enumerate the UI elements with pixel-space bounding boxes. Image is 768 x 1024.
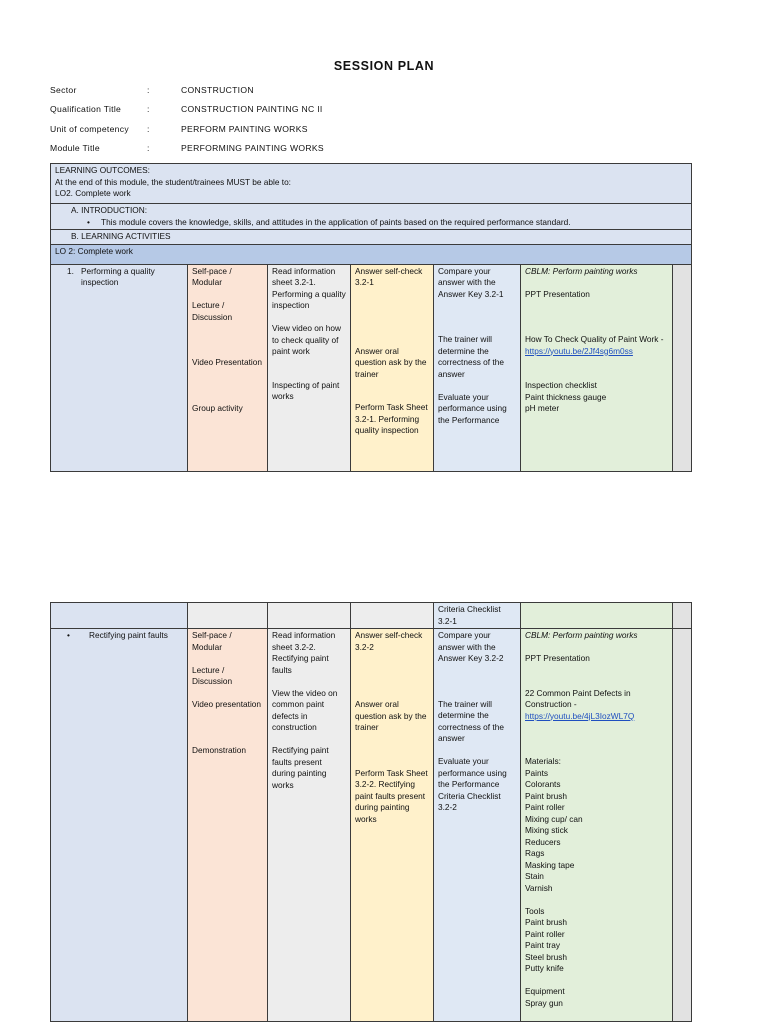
topic-cell [51, 264, 188, 471]
empty-cell [521, 603, 673, 629]
practice-cell [351, 629, 434, 1022]
activities-heading-row [51, 230, 692, 245]
presentation-video: View video on how to check quality of paint work [272, 323, 342, 356]
method-video: Video presentation [192, 699, 262, 709]
presentation-cell [268, 629, 351, 1022]
method-group: Group activity [192, 402, 243, 413]
introduction-cell [51, 204, 692, 230]
introduction-text: This module covers the knowledge, skills, and attitudes in the application of paints based on the required performance standard. [101, 216, 571, 227]
continuation-text: Criteria Checklist 3.2-1 [434, 603, 521, 629]
resource-video-link[interactable]: https://youtu.be/2Jf4sg6m0ss [525, 345, 633, 356]
bullet-icon: • [87, 216, 90, 227]
practice-task: Perform Task Sheet 3.2-1. Performing quality inspection [355, 402, 428, 435]
learning-outcomes-cell [51, 164, 692, 204]
empty-cell [51, 603, 188, 629]
presentation-read: Read information sheet 3.2-2. Rectifying paint faults [272, 630, 336, 675]
continuation-row [51, 603, 692, 629]
method-self-pace: Self-pace / Modular [192, 630, 232, 652]
resource-cblm: CBLM: Perform painting works [525, 265, 638, 276]
presentation-inspect: Inspecting of paint works [272, 379, 340, 401]
feedback-trainer: The trainer will determine the correctness of the answer [438, 334, 504, 379]
field-label: Qualification Title [50, 104, 122, 114]
field-label: Module Title [50, 143, 100, 153]
field-value: CONSTRUCTION PAINTING NC II [181, 104, 323, 114]
activities-heading: B. LEARNING ACTIVITIES [51, 230, 692, 245]
empty-cell [188, 603, 268, 629]
empty-cell [268, 603, 351, 629]
practice-self-check: Answer self-check 3.2-2 [355, 630, 423, 652]
practice-cell [351, 264, 434, 471]
feedback-compare: Compare your answer with the Answer Key 3.2-2 [438, 630, 504, 663]
presentation-rectify: Rectifying paint faults present during painting works [272, 745, 329, 790]
topic-text: Performing a quality inspection [81, 265, 155, 287]
lo-heading: LO 2: Complete work [51, 244, 692, 264]
resource-video-title: How To Check Quality of Paint Work - [525, 334, 664, 344]
practice-oral: Answer oral question ask by the trainer [355, 699, 427, 732]
introduction-heading: A. INTRODUCTION: [71, 205, 148, 215]
practice-self-check: Answer self-check 3.2-1 [355, 265, 423, 287]
resource-equipment: Equipment Spray gun [525, 986, 565, 1008]
learning-outcomes-heading: LEARNING OUTCOMES: [55, 165, 150, 175]
field-colon: : [147, 143, 150, 153]
resources-cell [521, 629, 673, 1022]
remarks-cell [673, 264, 692, 471]
feedback-compare: Compare your answer with the Answer Key 3.2-1 [438, 265, 504, 299]
field-label: Sector [50, 85, 77, 95]
presentation-read: Read information sheet 3.2-1. Performing a quality inspection [272, 265, 346, 310]
resource-ppt: PPT Presentation [525, 653, 590, 663]
method-demonstration: Demonstration [192, 744, 246, 755]
topic-text: Rectifying paint faults [89, 630, 168, 640]
resource-materials: Materials: Paints Colorants Paint brush Paint roller Mixing cup/ can Mixing stick Reducers Rags Masking tape Stain Varnish [525, 756, 583, 893]
learning-outcomes-intro: At the end of this module, the student/trainees MUST be able to: [55, 176, 291, 187]
lo-row [51, 244, 692, 264]
learning-outcomes-row [51, 164, 692, 204]
session-plan-table [50, 163, 692, 472]
presentation-cell [268, 264, 351, 471]
field-colon: : [147, 124, 150, 134]
field-colon: : [147, 104, 150, 114]
practice-oral: Answer oral question ask by the trainer [355, 345, 427, 379]
resource-tools: Tools Paint brush Paint roller Paint tray Steel brush Putty knife [525, 905, 567, 973]
remarks-cell [673, 629, 692, 1022]
empty-cell [351, 603, 434, 629]
introduction-bullet [71, 217, 687, 229]
field-colon: : [147, 85, 150, 95]
method-cell [188, 629, 268, 1022]
introduction-row [51, 204, 692, 230]
feedback-cell [434, 629, 521, 1022]
activity-row-rectifying [51, 629, 692, 1022]
feedback-trainer: The trainer will determine the correctness of the answer [438, 698, 504, 743]
resource-ppt: PPT Presentation [525, 288, 590, 299]
resource-tools: Inspection checklist Paint thickness gauge pH meter [525, 380, 607, 413]
field-value: CONSTRUCTION [181, 85, 254, 95]
method-cell [188, 264, 268, 471]
feedback-evaluate: Evaluate your performance using the Performance Criteria Checklist 3.2-2 [438, 756, 507, 812]
field-label: Unit of competency [50, 124, 129, 134]
topic-item [55, 266, 183, 289]
method-lecture: Lecture / Discussion [192, 664, 233, 686]
practice-task: Perform Task Sheet 3.2-2. Rectifying paint faults present during painting works [355, 767, 428, 824]
method-self-pace: Self-pace / Modular [192, 265, 232, 287]
topic-item [55, 630, 183, 642]
resource-video-title: 22 Common Paint Defects in Construction - [525, 687, 631, 709]
resources-cell [521, 264, 673, 471]
activity-row-quality-inspection [51, 264, 692, 471]
field-value: PERFORM PAINTING WORKS [181, 124, 308, 134]
bullet-icon: • [67, 630, 70, 640]
page-title: SESSION PLAN [333, 59, 435, 73]
resource-video-link[interactable]: https://youtu.be/4jL3IozWL7Q [525, 710, 635, 721]
field-value: PERFORMING PAINTING WORKS [181, 143, 324, 153]
presentation-video: View the video on common paint defects in construction [272, 687, 338, 732]
resource-cblm: CBLM: Perform painting works [525, 630, 638, 640]
session-plan-table-continued [50, 602, 692, 1022]
method-video: Video Presentation [192, 357, 262, 367]
topic-cell [51, 629, 188, 1022]
learning-outcome-item: LO2. Complete work [55, 188, 131, 198]
topic-number: 1. [67, 265, 74, 276]
feedback-cell [434, 264, 521, 471]
empty-cell [673, 603, 692, 629]
feedback-evaluate: Evaluate your performance using the Performance [438, 391, 507, 425]
method-lecture: Lecture / Discussion [192, 300, 233, 322]
